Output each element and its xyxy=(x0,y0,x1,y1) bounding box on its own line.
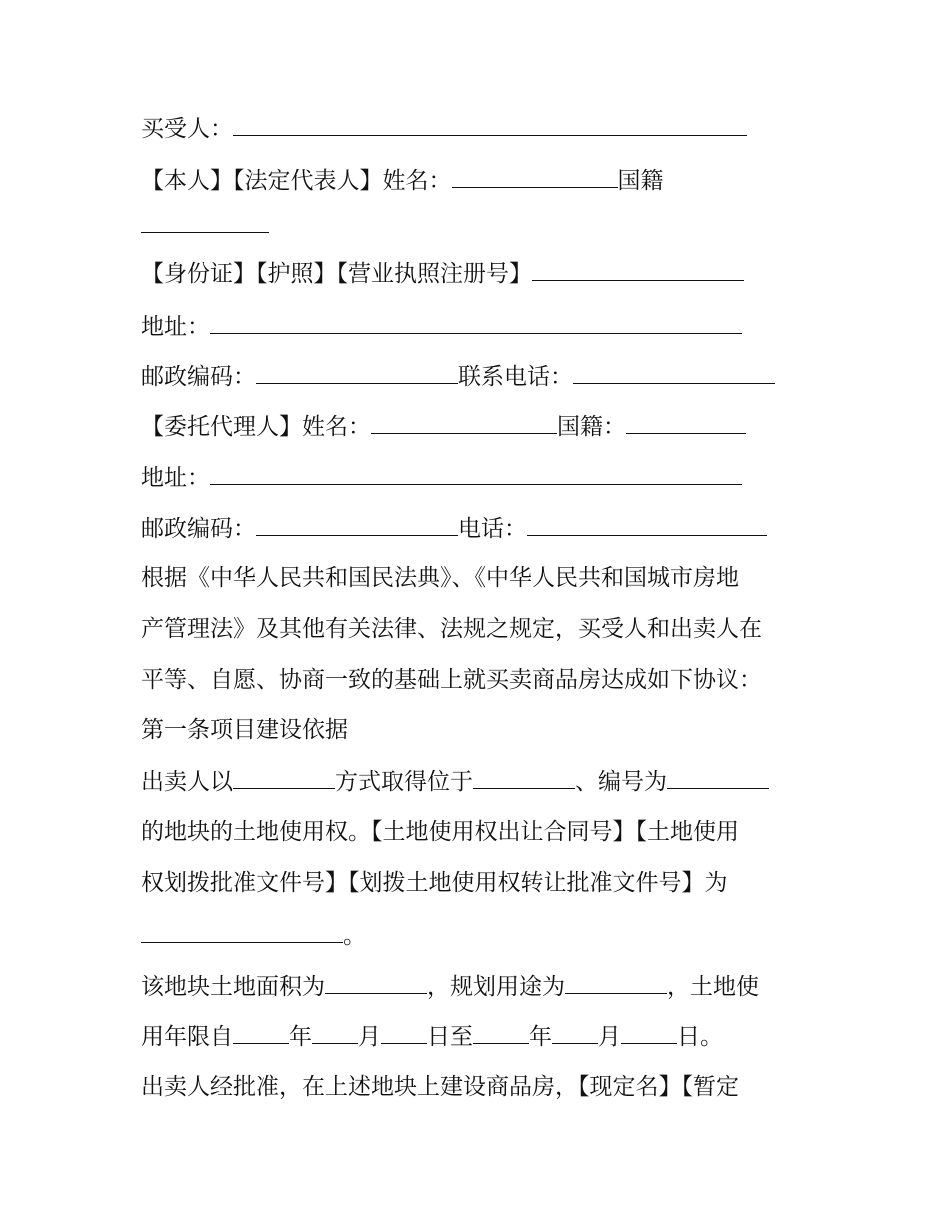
end-day-blank[interactable] xyxy=(621,1021,677,1044)
start-month-label: 月 xyxy=(358,1024,381,1050)
end-year-label: 年 xyxy=(529,1024,552,1050)
location-blank[interactable] xyxy=(473,766,575,789)
end-month-blank[interactable] xyxy=(552,1021,598,1044)
planned-use-label: ，规划用途为 xyxy=(427,974,565,1000)
preamble-line-3: 平等、自愿、协商一致的基础上就买卖商品房达成如下协议： xyxy=(141,667,762,693)
approval-build-line: 出卖人经批准，在上述地块上建设商品房，【现定名】【暂定 xyxy=(141,1074,739,1100)
land-area-line xyxy=(141,971,821,1002)
land-use-suffix: ，土地使 xyxy=(667,974,759,1000)
agent-postal-code-blank[interactable] xyxy=(256,513,458,536)
approval-doc-line: 权划拨批准文件号】【划拨土地使用权转让批准文件号】为 xyxy=(141,870,728,896)
preamble-line-1: 根据《中华人民共和国民法典》、《中华人民共和国城市房地 xyxy=(141,565,739,591)
agent-postal-code-label: 邮政编码： xyxy=(141,516,256,542)
number-label: 、编号为 xyxy=(575,769,667,795)
parcel-number-blank[interactable] xyxy=(667,766,769,789)
address-line-1 xyxy=(141,311,821,342)
start-year-label: 年 xyxy=(289,1024,312,1050)
land-use-line: 的地块的土地使用权。【土地使用权出让合同号】【土地使用 xyxy=(141,819,739,845)
preamble-line-2: 产管理法》及其他有关法律、法规之规定，买受人和出卖人在 xyxy=(141,616,762,642)
representative-name-blank[interactable] xyxy=(452,165,618,188)
postal-code-label: 邮政编码： xyxy=(141,364,256,390)
start-day-blank[interactable] xyxy=(381,1021,427,1044)
buyer-blank[interactable] xyxy=(233,113,747,136)
agent-name-label: 【委托代理人】姓名： xyxy=(141,414,371,440)
end-month-label: 月 xyxy=(598,1024,621,1050)
address-label: 地址： xyxy=(141,314,210,340)
seller-acquire-prefix: 出卖人以 xyxy=(141,769,233,795)
day-end-label: 日。 xyxy=(677,1024,723,1050)
term-prefix: 用年限自 xyxy=(141,1024,233,1050)
postal-phone-line-2 xyxy=(141,513,821,544)
start-month-blank[interactable] xyxy=(312,1021,358,1044)
acquire-method-blank[interactable] xyxy=(233,766,335,789)
contact-phone-label: 联系电话： xyxy=(458,364,573,390)
agent-phone-label: 电话： xyxy=(458,516,527,542)
planned-use-blank[interactable] xyxy=(565,971,667,994)
nationality-blank[interactable] xyxy=(141,210,269,233)
land-area-blank[interactable] xyxy=(325,971,427,994)
postal-code-blank[interactable] xyxy=(256,361,458,384)
nationality-continuation-line xyxy=(141,210,821,241)
article-1-title: 第一条项目建设依据 xyxy=(141,717,348,743)
land-term-line xyxy=(141,1021,821,1052)
id-document-line xyxy=(141,258,821,289)
agent-phone-blank[interactable] xyxy=(527,513,767,536)
agent-line xyxy=(141,411,821,442)
start-year-blank[interactable] xyxy=(233,1021,289,1044)
period-mark: 。 xyxy=(343,923,366,949)
contact-phone-blank[interactable] xyxy=(573,361,775,384)
id-number-blank[interactable] xyxy=(532,258,744,281)
agent-nationality-label: 国籍： xyxy=(557,414,626,440)
buyer-label: 买受人： xyxy=(141,116,233,142)
address-line-2 xyxy=(141,462,821,493)
acquire-method-suffix: 方式取得位于 xyxy=(335,769,473,795)
buyer-line xyxy=(141,113,821,144)
seller-acquire-line xyxy=(141,766,821,797)
area-prefix: 该地块土地面积为 xyxy=(141,974,325,1000)
agent-address-label: 地址： xyxy=(141,465,210,491)
postal-phone-line-1 xyxy=(141,361,821,392)
agent-nationality-blank[interactable] xyxy=(626,411,746,434)
nationality-label: 国籍 xyxy=(617,168,664,194)
approval-number-blank[interactable] xyxy=(141,920,343,943)
end-year-blank[interactable] xyxy=(473,1021,529,1044)
agent-address-blank[interactable] xyxy=(210,462,742,485)
agent-name-blank[interactable] xyxy=(371,411,557,434)
day-to-label: 日至 xyxy=(427,1024,473,1050)
representative-line xyxy=(141,165,821,196)
id-document-options: 【身份证】【护照】【营业执照注册号】 xyxy=(141,261,532,287)
identity-options: 【本人】【法定代表人】姓名： xyxy=(141,168,452,194)
address-blank[interactable] xyxy=(210,311,742,334)
approval-number-line xyxy=(141,920,821,951)
